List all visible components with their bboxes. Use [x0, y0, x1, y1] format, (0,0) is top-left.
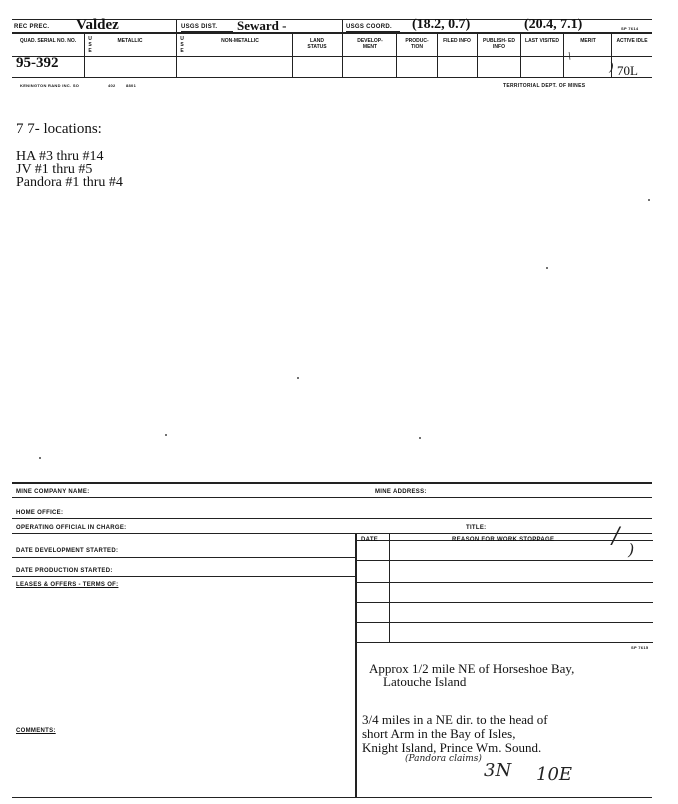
date-column-header: DATE	[361, 537, 379, 543]
description-line: Approx 1/2 mile NE of Horseshoe Bay,	[369, 661, 575, 676]
handwritten-coord-2: 10E	[536, 764, 573, 785]
locations-title: 7 7- locations:	[16, 121, 102, 137]
active-idle-mark: )	[609, 60, 614, 74]
rec-prec-label: REC PREC.	[14, 24, 50, 30]
last-visited-label: LAST VISITED	[525, 38, 559, 44]
location-item: HA #3 thru #14	[16, 149, 104, 164]
description-line: 3/4 miles in a NE dir. to the head of	[362, 712, 548, 727]
scan-speck	[39, 457, 41, 459]
description-line: short Arm in the Bay of Isles,	[362, 726, 516, 741]
active-idle-value: 70L	[617, 63, 638, 78]
production-label: PRODUC- TION	[405, 38, 429, 50]
usgs-dist-label: USGS DIST.	[181, 24, 218, 30]
form-code-bottom: SP 7615	[631, 645, 649, 650]
filed-info-label: FILED INFO	[443, 38, 471, 44]
coord-2: (20.4, 7.1)	[524, 17, 583, 32]
leases-offers-label: LEASES & OFFERS - TERMS OF:	[16, 582, 119, 588]
merit-label: MERIT	[580, 38, 596, 44]
published-info-label: PUBLISH- ED INFO	[483, 38, 515, 50]
metallic-side-label: U S E	[88, 36, 92, 54]
description-line: Latouche Island	[383, 674, 467, 689]
mine-address-label: MINE ADDRESS:	[375, 489, 427, 495]
printer-num-2: 8801	[126, 83, 137, 88]
scan-speck	[419, 437, 421, 439]
form-code-top: SP 7614	[621, 26, 639, 31]
printer-line: KENINGTON RAND INC. SO	[20, 83, 80, 88]
location-item: Pandora #1 thru #4	[16, 175, 123, 190]
coord-1: (18.2, 0.7)	[412, 17, 471, 32]
land-status-label: LAND STATUS	[307, 38, 327, 50]
rec-prec-value: Valdez	[76, 17, 119, 33]
operating-official-label: OPERATING OFFICIAL IN CHARGE:	[16, 525, 127, 531]
handwritten-mark: /	[612, 524, 620, 549]
scan-speck	[165, 434, 167, 436]
handwritten-coord-1: 3N	[484, 760, 512, 781]
date-production-label: DATE PRODUCTION STARTED:	[16, 568, 113, 574]
mine-company-name-label: MINE COMPANY NAME:	[16, 489, 90, 495]
home-office-label: HOME OFFICE:	[16, 510, 64, 516]
description-line: Knight Island, Prince Wm. Sound.	[362, 740, 542, 755]
location-item: JV #1 thru #5	[16, 162, 93, 177]
title-label: TITLE:	[466, 525, 487, 531]
metallic-label: METALLIC	[117, 38, 143, 44]
date-development-label: DATE DEVELOPMENT STARTED:	[16, 548, 119, 554]
handwritten-mark: )	[628, 540, 635, 559]
scan-speck	[546, 267, 548, 269]
scan-speck	[648, 199, 650, 201]
quad-serial-label: QUAD. SERIAL NO. NO.	[19, 38, 77, 44]
printer-num-1: 402	[108, 83, 116, 88]
merit-mark: \	[568, 52, 572, 62]
handwritten-note: (Pandora claims)	[405, 754, 482, 764]
nonmetallic-label: NON-METALLIC	[221, 38, 259, 44]
territorial-dept: TERRITORIAL DEPT. OF MINES	[503, 83, 586, 89]
reason-column-header: REASON FOR WORK STOPPAGE	[452, 537, 555, 543]
usgs-coord-label: USGS COORD.	[346, 24, 392, 30]
development-label: DEVELOP- MENT	[357, 38, 383, 50]
scan-speck	[297, 377, 299, 379]
usgs-dist-value: Seward -	[237, 18, 287, 33]
comments-label: COMMENTS:	[16, 728, 56, 734]
quad-serial-value: 95-392	[16, 55, 59, 71]
nonmetallic-side-label: U S E	[180, 36, 184, 54]
active-idle-label: ACTIVE IDLE	[616, 38, 648, 44]
